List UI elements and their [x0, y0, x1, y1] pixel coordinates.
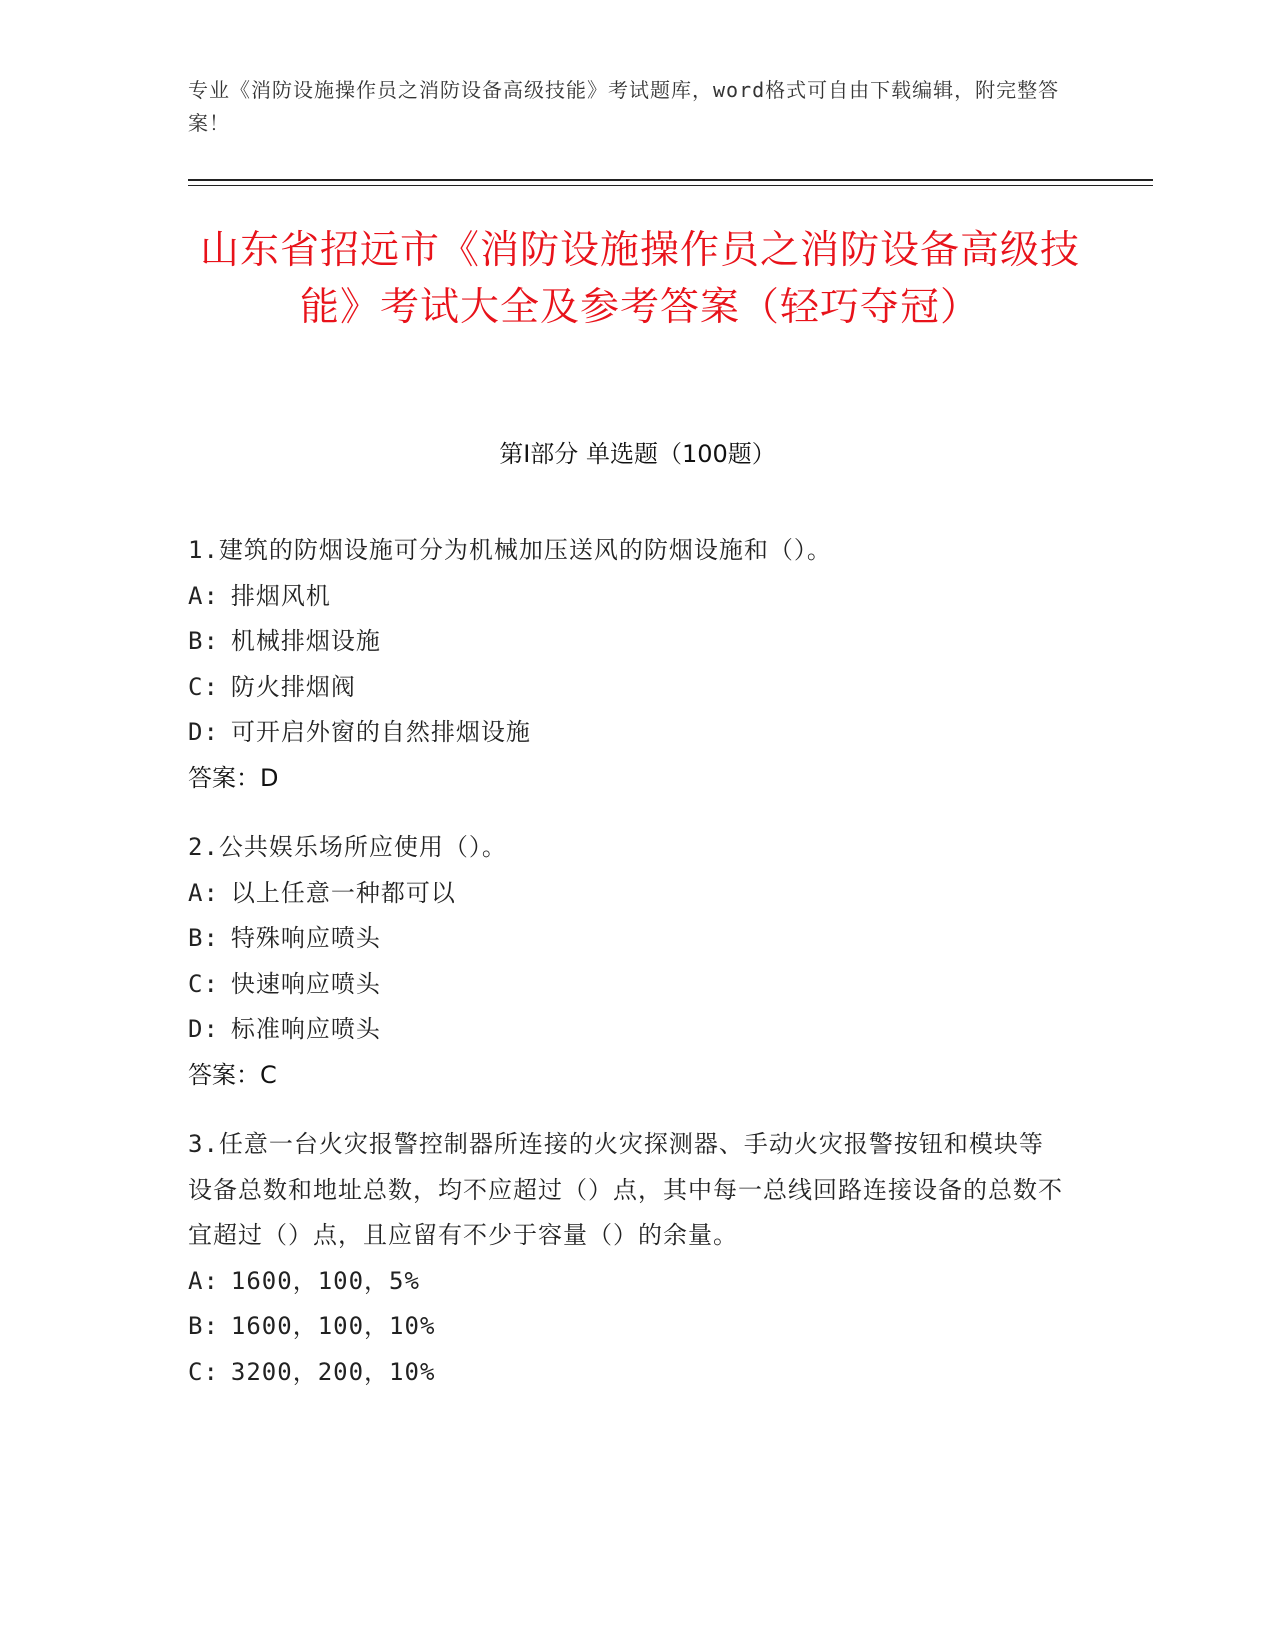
option-letter: A:	[188, 1266, 219, 1295]
option-b	[188, 916, 1068, 962]
option-text: 可开启外窗的自然排烟设施	[230, 718, 531, 746]
option-letter: B:	[188, 924, 219, 952]
option-a	[188, 871, 1068, 917]
option-letter: B:	[188, 627, 219, 655]
option-letter: D:	[188, 718, 219, 746]
option-letter: C:	[188, 969, 219, 998]
option-letter: A:	[188, 878, 219, 907]
question-1	[188, 528, 1068, 801]
option-text: 以上任意一种都可以	[230, 878, 456, 907]
header-note: 专业《消防设施操作员之消防设备高级技能》考试题库，word格式可自由下载编辑，附完整答案！	[188, 78, 1060, 135]
section-title: 第Ⅰ部分 单选题（100题）	[499, 440, 776, 468]
option-text: 快速响应喷头	[230, 969, 381, 998]
option-text: 3200，200，10%	[230, 1357, 436, 1386]
option-c	[188, 1350, 1068, 1396]
header-divider-thin	[188, 185, 1153, 186]
option-text: 防火排烟阀	[230, 672, 356, 701]
question-stem: 2.公共娱乐场所应使用（）。	[188, 833, 507, 861]
header-divider-thick	[188, 179, 1153, 181]
option-text: 排烟风机	[230, 581, 331, 610]
option-text: 标准响应喷头	[230, 1015, 381, 1043]
option-c	[188, 665, 1068, 711]
option-b	[188, 619, 1068, 665]
document-title: 山东省招远市《消防设施操作员之消防设备高级技能》考试大全及参考答案（轻巧夺冠）	[199, 228, 1080, 330]
question-answer: 答案：D	[188, 763, 279, 792]
option-text: 特殊响应喷头	[230, 924, 381, 952]
option-text: 1600，100，5%	[230, 1266, 420, 1295]
option-letter: C:	[188, 1357, 219, 1386]
question-answer: 答案：C	[188, 1060, 277, 1089]
question-stem: 3.任意一台火灾报警控制器所连接的火灾探测器、手动火灾报警按钮和模块等设备总数和地址总数，均不应超过（）点，其中每一总线回路连接设备的总数不宜超过（）点，且应留有不少于容量（）的余量。	[188, 1130, 1063, 1249]
option-letter: C:	[188, 672, 219, 701]
question-stem: 1.建筑的防烟设施可分为机械加压送风的防烟设施和（）。	[188, 536, 832, 564]
option-text: 机械排烟设施	[230, 627, 381, 655]
option-a	[188, 574, 1068, 620]
option-letter: D:	[188, 1015, 219, 1043]
option-d	[188, 1007, 1068, 1053]
option-text: 1600，100，10%	[230, 1312, 436, 1340]
option-d	[188, 710, 1068, 756]
question-3	[188, 1122, 1068, 1395]
option-a	[188, 1259, 1068, 1305]
option-letter: B:	[188, 1312, 219, 1340]
option-c	[188, 962, 1068, 1008]
question-2	[188, 825, 1068, 1098]
option-b	[188, 1304, 1068, 1350]
option-letter: A:	[188, 581, 219, 610]
question-list	[188, 528, 1068, 1419]
